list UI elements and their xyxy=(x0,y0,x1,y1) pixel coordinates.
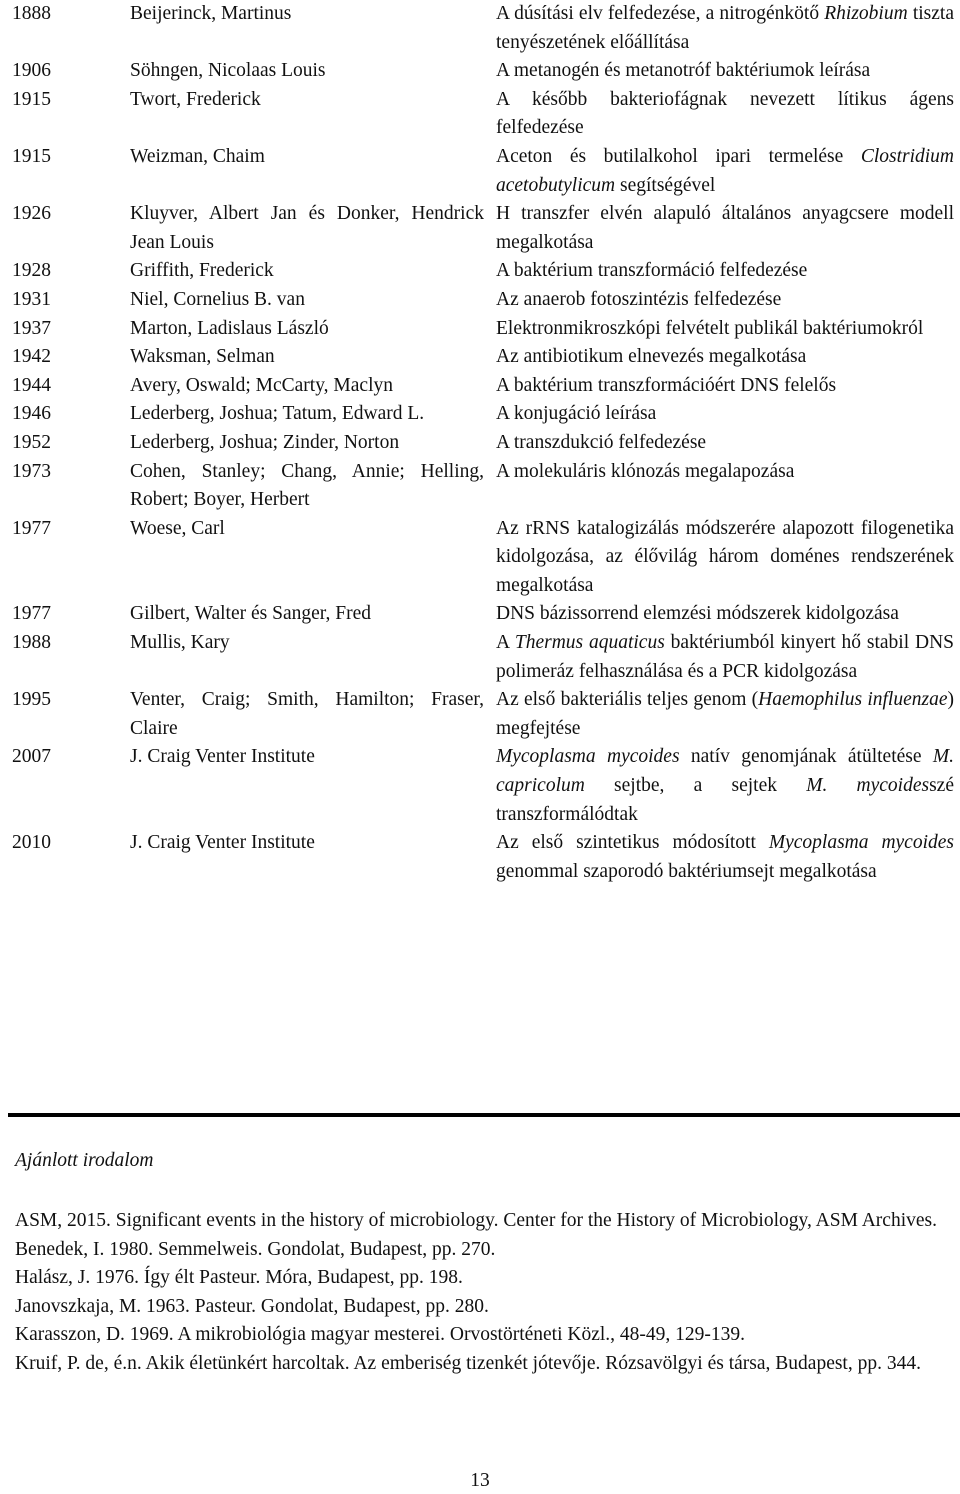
column-gap xyxy=(484,286,496,315)
page-number: 13 xyxy=(470,1470,490,1491)
event-person: Griffith, Frederick xyxy=(130,260,274,282)
event-year: 1937 xyxy=(12,317,51,339)
event-description xyxy=(496,257,954,286)
event-description xyxy=(496,343,954,372)
event-year: 1888 xyxy=(12,3,51,24)
event-description xyxy=(496,57,954,86)
event-description xyxy=(496,400,954,429)
event-year: 1942 xyxy=(12,346,51,368)
event-row xyxy=(12,600,954,629)
description-text: A molekuláris klónozás megalapozása xyxy=(496,460,795,482)
event-person: J. Craig Venter Institute xyxy=(130,746,315,768)
event-description xyxy=(496,429,954,458)
history-events-table xyxy=(12,0,954,886)
event-year: 1973 xyxy=(12,460,51,482)
event-year: 1944 xyxy=(12,374,51,396)
event-row xyxy=(12,257,954,286)
description-italic-term: Thermus aquaticus xyxy=(514,632,665,654)
event-person: Avery, Oswald; McCarty, Maclyn xyxy=(130,374,394,396)
event-person: Lederberg, Joshua; Tatum, Edward L. xyxy=(130,403,425,425)
description-text: szé transzformálódtak xyxy=(496,775,954,825)
event-year: 1926 xyxy=(12,203,51,225)
event-description xyxy=(496,286,954,315)
event-year: 1977 xyxy=(12,603,51,625)
event-description xyxy=(496,143,954,200)
event-person: Söhngen, Nicolaas Louis xyxy=(130,60,326,82)
column-gap xyxy=(484,829,496,886)
description-text: DNS bázissorrend elemzési módszerek kidolgozása xyxy=(496,603,899,625)
event-row xyxy=(12,743,954,829)
column-gap xyxy=(484,600,496,629)
description-text: ) megfejtése xyxy=(496,689,954,739)
table-bottom-rule xyxy=(8,1113,960,1117)
column-gap xyxy=(484,686,496,743)
event-row xyxy=(12,515,954,601)
event-person: Waksman, Selman xyxy=(130,346,275,368)
description-italic-term: Rhizobium xyxy=(824,3,908,24)
event-description xyxy=(496,515,954,601)
event-row xyxy=(12,372,954,401)
description-text: genommal szaporodó baktériumsejt megalkotása xyxy=(496,860,877,882)
event-year: 1931 xyxy=(12,288,51,310)
event-year: 1906 xyxy=(12,60,51,82)
event-year: 1995 xyxy=(12,689,51,711)
event-year: 1928 xyxy=(12,260,51,282)
event-year: 1915 xyxy=(12,88,51,110)
event-person: J. Craig Venter Institute xyxy=(130,832,315,854)
event-description xyxy=(496,200,954,257)
event-year: 1946 xyxy=(12,403,51,425)
event-row xyxy=(12,57,954,86)
column-gap xyxy=(484,257,496,286)
column-gap xyxy=(484,629,496,686)
event-year: 2010 xyxy=(12,832,51,854)
description-italic-term: Clostridium acetobutylicum xyxy=(496,145,954,196)
event-person: Woese, Carl xyxy=(130,517,225,539)
event-person: Twort, Frederick xyxy=(130,88,261,110)
event-description xyxy=(496,829,954,886)
description-text: A baktérium transzformációért DNS felelős xyxy=(496,374,837,396)
column-gap xyxy=(484,743,496,829)
description-text: Az első szintetikus módosított xyxy=(496,832,769,854)
description-italic-term: M. mycoides xyxy=(806,775,930,797)
event-year: 1977 xyxy=(12,517,51,539)
event-row xyxy=(12,286,954,315)
column-gap xyxy=(484,86,496,143)
event-description xyxy=(496,86,954,143)
event-description xyxy=(496,315,954,344)
event-row xyxy=(12,315,954,344)
event-year: 1952 xyxy=(12,431,51,453)
event-description xyxy=(496,743,954,829)
description-italic-term: Mycoplasma mycoides xyxy=(496,746,680,768)
description-text: A később bakteriofágnak nevezett lítikus ágens felfedezése xyxy=(496,88,954,139)
event-year: 2007 xyxy=(12,746,51,768)
event-description xyxy=(496,629,954,686)
event-person: Weizman, Chaim xyxy=(130,145,265,167)
description-text: A xyxy=(496,632,515,654)
events-table-body xyxy=(12,0,954,886)
event-row xyxy=(12,400,954,429)
column-gap xyxy=(484,458,496,515)
column-gap xyxy=(484,372,496,401)
event-row xyxy=(12,829,954,886)
event-year: 1988 xyxy=(12,632,51,654)
description-text: A transzdukció felfedezése xyxy=(496,431,707,453)
event-description xyxy=(496,458,954,515)
event-description xyxy=(496,686,954,743)
column-gap xyxy=(484,143,496,200)
column-gap xyxy=(484,0,496,57)
event-year: 1915 xyxy=(12,145,51,167)
literature-heading: Ajánlott irodalom xyxy=(15,1150,154,1171)
reference-item: Benedek, I. 1980. Semmelweis. Gondolat, Budapest, pp. 270. xyxy=(15,1238,496,1260)
description-italic-term: M. capricolum xyxy=(496,746,954,797)
column-gap xyxy=(484,515,496,601)
event-person: Venter, Craig; Smith, Hamilton; Fraser, Claire xyxy=(130,689,484,739)
event-row xyxy=(12,629,954,686)
event-person: Marton, Ladislaus László xyxy=(130,317,329,339)
event-row xyxy=(12,86,954,143)
column-gap xyxy=(484,57,496,86)
event-person: Cohen, Stanley; Chang, Annie; Helling, Robert; Boyer, Herbert xyxy=(130,460,484,511)
description-text: Az anaerob fotoszintézis felfedezése xyxy=(496,288,782,310)
column-gap xyxy=(484,400,496,429)
description-text: sejtbe, a sejtek xyxy=(584,775,807,797)
reference-item: ASM, 2015. Significant events in the history of microbiology. Center for the History of Microbiology, ASM Archives. xyxy=(15,1210,937,1231)
description-italic-term: Mycoplasma mycoides xyxy=(768,832,955,854)
description-italic-term: Haemophilus influenzae xyxy=(758,689,948,711)
event-person: Lederberg, Joshua; Zinder, Norton xyxy=(130,431,400,453)
event-row xyxy=(12,343,954,372)
event-person: Mullis, Kary xyxy=(130,632,230,654)
description-text: Az antibiotikum elnevezés megalkotása xyxy=(496,346,807,368)
reference-list xyxy=(15,1207,958,1379)
description-text: A baktérium transzformáció felfedezése xyxy=(496,260,808,282)
description-text: H transzfer elvén alapuló általános anyagcsere modell megalkotása xyxy=(496,203,954,253)
event-row xyxy=(12,0,954,57)
event-description xyxy=(496,600,954,629)
column-gap xyxy=(484,315,496,344)
description-text: A metanogén és metanotróf baktériumok leírása xyxy=(496,60,871,82)
event-row xyxy=(12,686,954,743)
column-gap xyxy=(484,429,496,458)
event-person: Niel, Cornelius B. van xyxy=(130,288,305,310)
description-text: tiszta tenyészetének előállítása xyxy=(496,3,954,53)
reference-item: Halász, J. 1976. Így élt Pasteur. Móra, Budapest, pp. 198. xyxy=(15,1267,463,1289)
event-row xyxy=(12,458,954,515)
column-gap xyxy=(484,343,496,372)
column-gap xyxy=(484,200,496,257)
description-text: Az rRNS katalogizálás módszerére alapozott filogenetika kidolgozása, az élővilág három doménes rendszerének megalkotása xyxy=(496,517,954,596)
description-text: A konjugáció leírása xyxy=(496,403,657,425)
description-text: Az első bakteriális teljes genom ( xyxy=(496,689,759,711)
event-row xyxy=(12,143,954,200)
event-row xyxy=(12,200,954,257)
event-row xyxy=(12,429,954,458)
description-text: natív genomjának átültetése xyxy=(679,746,933,768)
description-text: Aceton és butilalkohol ipari termelése xyxy=(496,145,861,167)
event-description xyxy=(496,372,954,401)
reference-item: Janovszkaja, M. 1963. Pasteur. Gondolat, Budapest, pp. 280. xyxy=(15,1295,489,1317)
description-text: baktériumból kinyert hő stabil DNS polimeráz felhasználása és a PCR kidolgozása xyxy=(496,632,954,682)
reference-item: Karasszon, D. 1969. A mikrobiológia magyar mesterei. Orvostörténeti Közl., 48-49, 129-139. xyxy=(15,1324,746,1346)
event-person: Beijerinck, Martinus xyxy=(130,3,292,24)
event-person: Gilbert, Walter és Sanger, Fred xyxy=(130,603,371,625)
description-text: A dúsítási elv felfedezése, a nitrogénkötő xyxy=(496,3,825,24)
event-person: Kluyver, Albert Jan és Donker, Hendrick Jean Louis xyxy=(130,203,484,253)
description-text: segítségével xyxy=(615,174,716,196)
description-text: Elektronmikroszkópi felvételt publikál baktériumokról xyxy=(496,317,924,339)
reference-item: Kruif, P. de, é.n. Akik életünkért harcoltak. Az emberiség tizenkét jótevője. Rózsavölgyi és társa, Budapest, pp. 344. xyxy=(15,1352,921,1374)
event-description xyxy=(496,0,954,57)
